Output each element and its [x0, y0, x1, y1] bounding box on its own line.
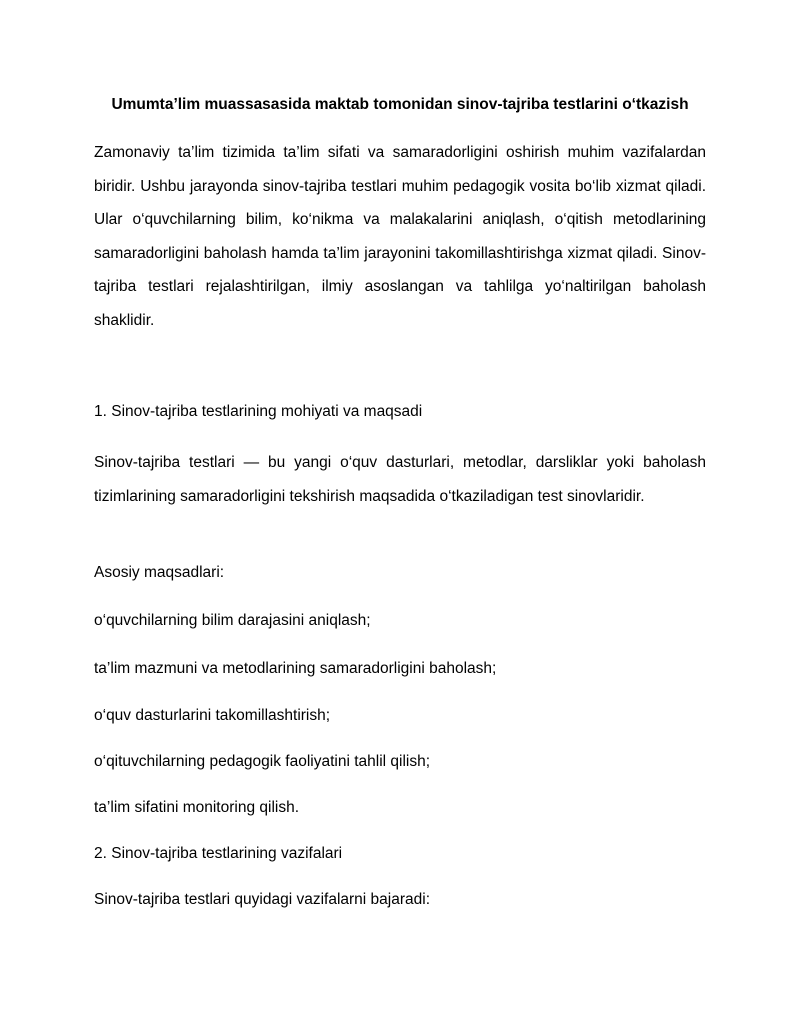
section-1-paragraph: Sinov-tajriba testlari — bu yangi o‘quv dasturlari, metodlar, darsliklar yoki baholash tizimlarining samaradorligini tekshirish maqsadida o‘tkaziladigan test sinovlaridir. — [94, 454, 706, 505]
goal-item: ta’lim mazmuni va metodlarining samaradorligini baholash; — [94, 660, 497, 677]
goal-item: o‘quv dasturlarini takomillashtirish; — [94, 707, 331, 724]
goals-label: Asosiy maqsadlari: — [94, 564, 225, 581]
section-2-intro: Sinov-tajriba testlari quyidagi vazifalarni bajaradi: — [94, 891, 431, 908]
goal-item: ta’lim sifatini monitoring qilish. — [94, 799, 300, 816]
document-title: Umumta’lim muassasasida maktab tomonidan sinov-tajriba testlarini o‘tkazish — [111, 96, 689, 113]
section-2-heading: 2. Sinov-tajriba testlarining vazifalari — [94, 845, 343, 862]
goal-item: o‘quvchilarning bilim darajasini aniqlash; — [94, 612, 371, 629]
section-1-heading: 1. Sinov-tajriba testlarining mohiyati va maqsadi — [94, 403, 423, 420]
intro-paragraph: Zamonaviy ta’lim tizimida ta’lim sifati va samaradorligini oshirish muhim vazifalardan biridir. Ushbu jarayonda sinov-tajriba testlari muhim pedagogik vosita bo‘lib xizmat qiladi. Ular o‘quvchilarning bilim, ko‘nikma va malakalarini aniqlash, o‘qitish metodlarining samaradorligini baholash hamda ta’lim jarayonini takomillashtirishga xizmat qiladi. Sinov-tajriba testlari rejalashtirilgan, ilmiy asoslangan va tahlilga yo‘naltirilgan baholash shaklidir. — [94, 144, 706, 329]
goal-item: o‘qituvchilarning pedagogik faoliyatini tahlil qilish; — [94, 753, 431, 770]
